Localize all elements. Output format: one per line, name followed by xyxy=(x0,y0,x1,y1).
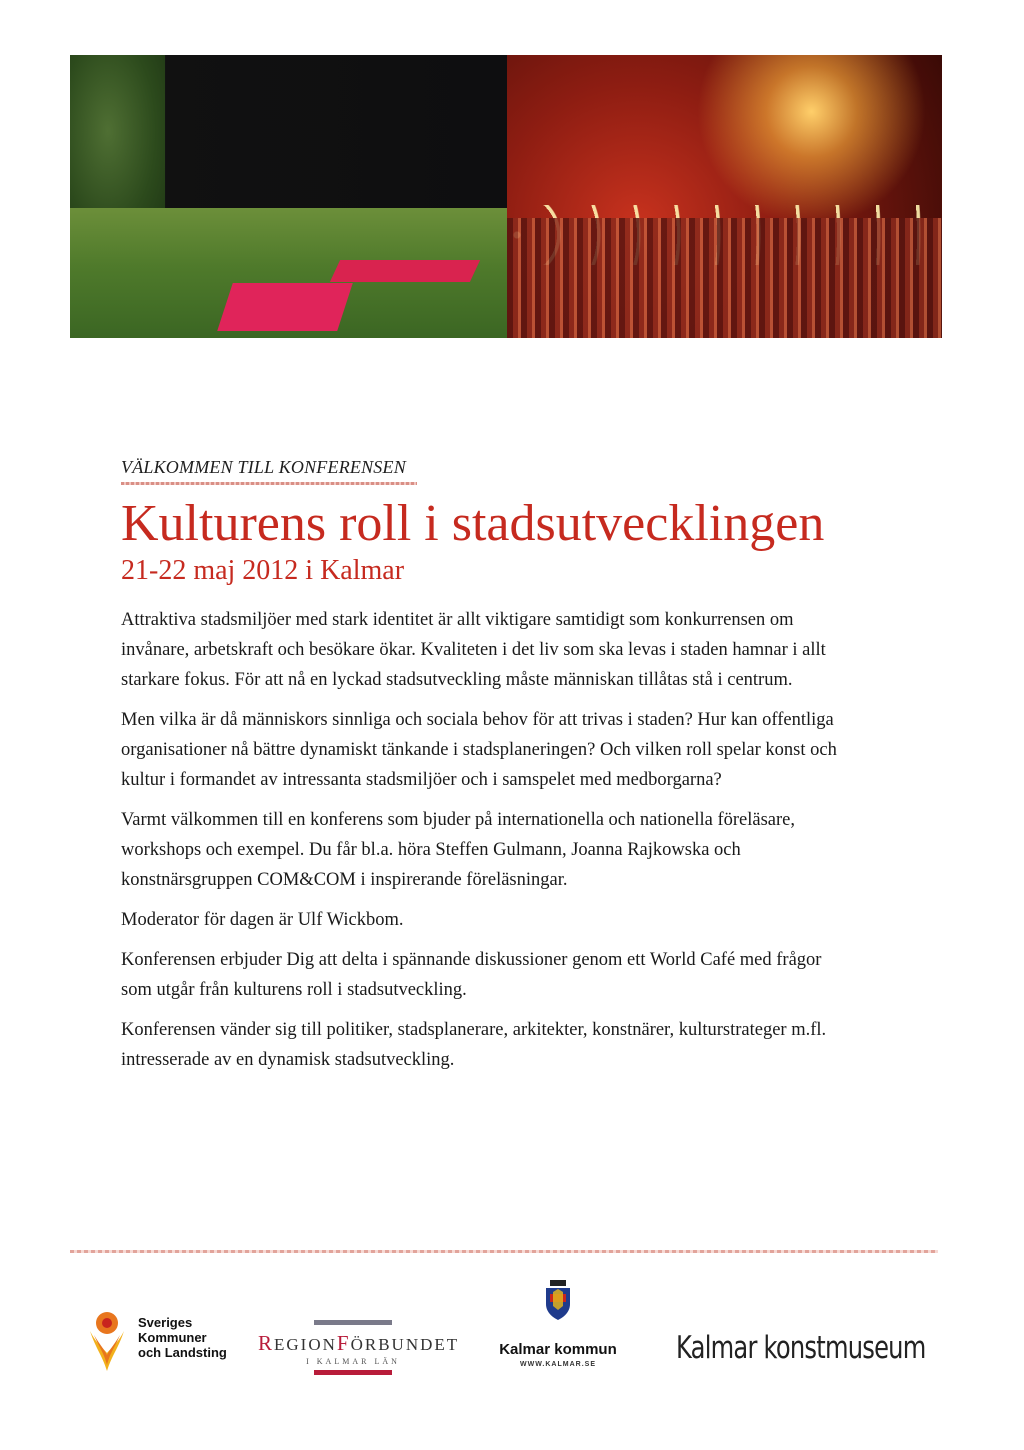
logo-bar xyxy=(314,1320,392,1325)
paragraph: Attraktiva stadsmiljöer med stark identitet är allt viktigare samtidigt som konkurrensen om invånare, arbetskraft och besökare ökar. Kvaliteten i det liv som ska levas i staden hamnar i allt starkare fokus. För att nå en lyckad stadsutveckling måste människan tillåtas stå i centrum. xyxy=(121,610,826,690)
kalmar-kommun-logo xyxy=(488,1280,628,1380)
regionforbundet-subtitle: I KALMAR LÄN xyxy=(306,1357,400,1366)
welcome-kicker: VÄLKOMMEN TILL KONFERENSEN xyxy=(121,457,406,477)
coat-of-arms-icon xyxy=(544,1280,572,1320)
paragraph: Men vilka är då människors sinnliga och sociala behov för att trivas i staden? Hur kan offentliga organisationer nå bättre dynamiskt tänkande i stadsplaneringen? Och vilken roll spelar konst och kultur i formandet av intressanta stadsmiljöer och i samspelet med medborgarna? xyxy=(121,710,837,790)
regionforbundet-logo xyxy=(258,1320,460,1380)
regionforbundet-name: REGIONFÖRBUNDET xyxy=(258,1331,460,1355)
park-photo xyxy=(70,55,507,338)
paragraph: Konferensen vänder sig till politiker, stadsplanerare, arkitekter, konstnärer, kulturstrateger m.fl. intresserade av en dynamisk stadsutveckling. xyxy=(121,1020,827,1070)
street-crowd-photo xyxy=(507,55,942,338)
kalmar-konstmuseum-logo xyxy=(676,1330,926,1370)
kalmar-kommun-url: WWW.KALMAR.SE xyxy=(520,1361,596,1368)
skl-logo xyxy=(86,1307,236,1377)
kalmar-kommun-name: Kalmar kommun xyxy=(499,1341,617,1358)
header-photo-strip xyxy=(70,55,942,338)
red-blanket-shape xyxy=(330,260,480,282)
crowd-shape xyxy=(507,218,942,338)
footer-divider xyxy=(70,1250,938,1253)
skl-name: Sveriges Kommuner och Landsting xyxy=(138,1315,227,1360)
red-blanket-shape xyxy=(217,283,353,331)
paragraph: Konferensen erbjuder Dig att delta i spännande diskussioner genom ett World Café med frågor som utgår från kulturens roll i stadsutveckling. xyxy=(121,950,822,1000)
event-date-location: 21-22 maj 2012 i Kalmar xyxy=(121,555,405,586)
kicker-underline xyxy=(121,482,417,485)
body-text xyxy=(121,605,841,1085)
page-title: Kulturens roll i stadsutvecklingen xyxy=(121,495,825,552)
logo-bar xyxy=(314,1370,392,1375)
skl-emblem-icon xyxy=(86,1309,128,1373)
kalmar-konstmuseum-name: Kalmar konstmuseum xyxy=(676,1330,926,1366)
paragraph: Varmt välkommen till en konferens som bjuder på internationella och nationella föreläsare, workshops och exempel. Du får bl.a. höra Steffen Gulmann, Joanna Rajkowska och konstnärsgruppen COM&COM i inspirerande föreläsningar. xyxy=(121,810,795,890)
paragraph: Moderator för dagen är Ulf Wickbom. xyxy=(121,910,404,930)
